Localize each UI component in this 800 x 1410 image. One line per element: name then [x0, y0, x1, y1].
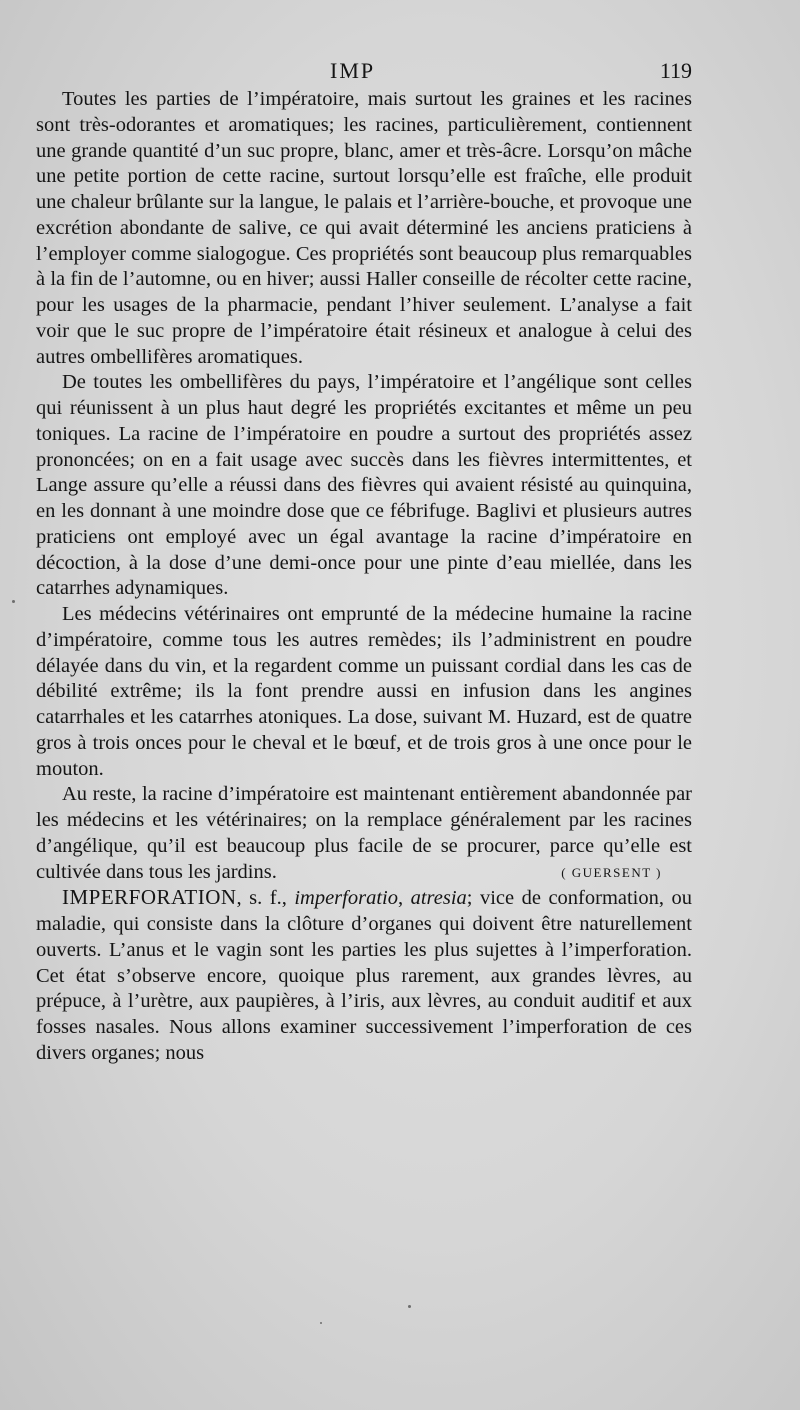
- entry-latin-term-2: atresia: [410, 887, 467, 910]
- page-number: 119: [659, 58, 692, 83]
- body-text: [36, 87, 692, 1067]
- paper-speck: [408, 1305, 411, 1308]
- running-header: [60, 58, 692, 88]
- entry-separator: ,: [397, 887, 411, 910]
- entry-headword: IMPERFORATION: [62, 885, 237, 910]
- entry-imperforation: [36, 885, 692, 1066]
- paper-speck: [320, 1322, 322, 1324]
- paragraph-medical-uses: De toutes les ombellifères du pays, l’impératoire et l’angélique sont celles qui réunissent à un plus haut degré les propriétés excitantes et même un peu toniques. La racine de l’impératoire en poudre a surtout des propriétés assez prononcées; on en a fait usage avec succès dans les fièvres intermittentes, et Lange assure qu’elle a réussi dans des fièvres qui avaient résisté au quinquina, en les donnant à une moindre dose que ce fébrifuge. Baglivi et plusieurs autres praticiens ont employé avec un égal avantage la racine d’impératoire en décoction, à la dose d’une demi-once pour une pinte d’eau miellée, dans les catarrhes adynamiques.: [36, 371, 692, 600]
- paragraph-properties: Toutes les parties de l’impératoire, mais surtout les graines et les racines sont très-odorantes et aromatiques; les racines, particulièrement, contiennent une grande quantité d’un suc propre, blanc, amer et très-âcre. Lorsqu’on mâche une petite portion de cette racine, surtout lorsqu’elle est fraîche, elle produit une chaleur brûlante sur la langue, le palais et l’arrière-bouche, et provoque une excrétion abondante de salive, ce qui avait déterminé les anciens praticiens à l’employer comme sialogogue. Ces propriétés sont beaucoup plus remarquables à la fin de l’automne, ou en hiver; aussi Haller conseille de récolter cette racine, pour les usages de la pharmacie, pendant l’hiver seulement. L’analyse a fait voir que le suc propre de l’impératoire était résineux et analogue à celui des autres ombellifères aromatiques.: [36, 88, 692, 368]
- paper-speck: [12, 600, 15, 603]
- paragraph-conclusion: Au reste, la racine d’impératoire est maintenant entièrement abandonnée par les médecins et les vétérinaires; on la remplace généralement par les racines d’angélique, qu’il est beaucoup plus facile de se procurer, parce qu’elle est cultivée dans tous les jardins.: [36, 783, 692, 883]
- entry-definition: ; vice de conformation, ou maladie, qui consiste dans la clôture d’organes qui doivent être naturellement ouverts. L’anus et le vagin sont les parties les plus sujettes à l’imperforation. Cet état s’observe encore, quoique plus rarement, aux grandes lèvres, au prépuce, à l’urètre, aux paupières, à l’iris, aux lèvres, au conduit auditif et aux fosses nasales. Nous allons examiner successivement l’imperforation de ces divers organes; nous: [36, 887, 692, 1064]
- paragraph-veterinary-uses: Les médecins vétérinaires ont emprunté de la médecine humaine la racine d’impératoire, comme tous les autres remèdes; ils l’administrent en poudre délayée dans du vin, et la regardent comme un puissant cordial dans les cas de débilité extrême; ils la font prendre aussi en infusion dans les angines catarrhales et les catarrhes atoniques. La dose, suivant M. Huzard, est de quatre gros à trois onces pour le cheval et le bœuf, et de trois gros à une once pour le mouton.: [36, 603, 692, 780]
- entry-grammar: , s. f.,: [236, 887, 295, 910]
- running-head-word: IMP: [330, 58, 376, 83]
- entry-latin-term-1: imperforatio: [294, 887, 398, 910]
- author-signature: ( GUERSENT ): [561, 864, 662, 880]
